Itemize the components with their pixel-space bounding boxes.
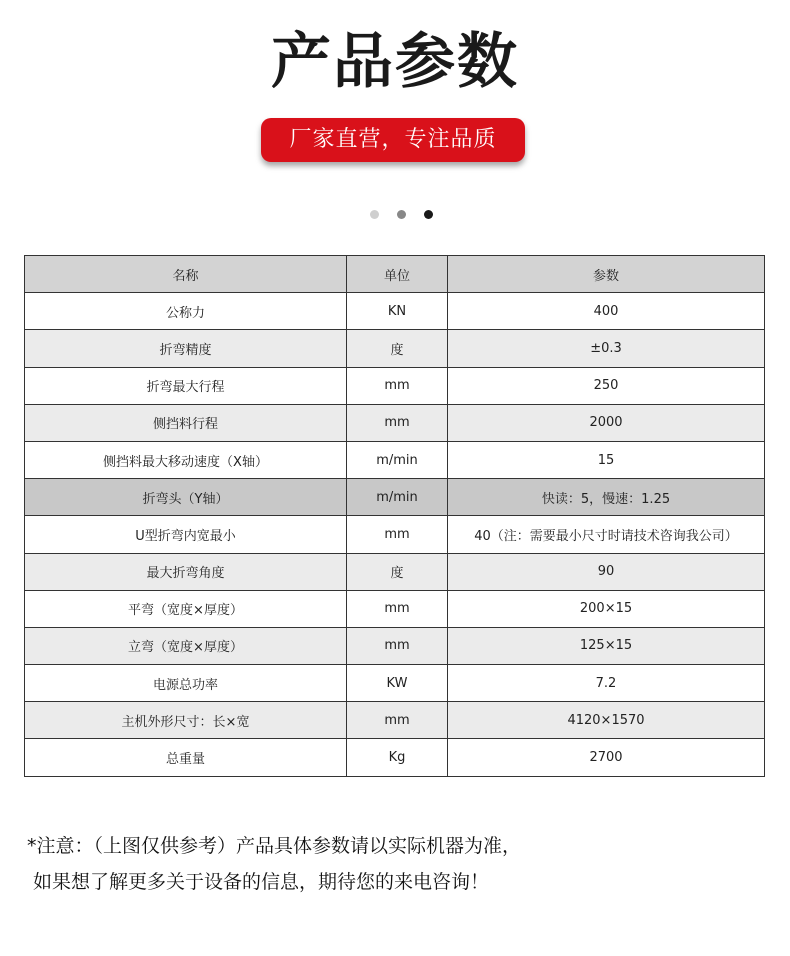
row-unit: m/min	[347, 479, 448, 516]
row-unit: KW	[347, 665, 448, 702]
note-line-1: *注意：（上图仅供参考）产品具体参数请以实际机器为准，	[27, 835, 522, 857]
row-value: 400	[448, 293, 765, 330]
row-name: 侧挡料最大移动速度（X轴）	[25, 441, 347, 478]
carousel-dot-3[interactable]	[424, 210, 433, 219]
row-name: 折弯头（Y轴）	[25, 479, 347, 516]
table-row	[25, 330, 765, 367]
row-name: 公称力	[25, 293, 347, 330]
row-unit: mm	[347, 590, 448, 627]
row-value: 4120×1570	[448, 702, 765, 739]
row-name: 电源总功率	[25, 665, 347, 702]
header-value: 参数	[448, 256, 765, 293]
row-value: 2700	[448, 739, 765, 776]
row-unit: Kg	[347, 739, 448, 776]
slogan-badge: 厂家直营，专注品质	[261, 118, 525, 162]
table-row	[25, 590, 765, 627]
row-name: 总重量	[25, 739, 347, 776]
row-name: 折弯最大行程	[25, 367, 347, 404]
table-row	[25, 627, 765, 664]
table-row	[25, 293, 765, 330]
table-row	[25, 441, 765, 478]
row-name: 侧挡料行程	[25, 404, 347, 441]
table-row	[25, 479, 765, 516]
row-value: ±0.3	[448, 330, 765, 367]
row-value: 快读：5，慢速：1.25	[448, 479, 765, 516]
row-value: 2000	[448, 404, 765, 441]
page-title: 产品参数	[271, 27, 519, 97]
row-value: 90	[448, 553, 765, 590]
row-unit: mm	[347, 516, 448, 553]
table-row	[25, 516, 765, 553]
row-unit: mm	[347, 627, 448, 664]
carousel-dots	[370, 210, 433, 220]
table-row	[25, 665, 765, 702]
row-unit: 度	[347, 330, 448, 367]
table-row	[25, 739, 765, 776]
table-row	[25, 702, 765, 739]
row-name: 最大折弯角度	[25, 553, 347, 590]
row-value: 125×15	[448, 627, 765, 664]
row-name: 立弯（宽度×厚度）	[25, 627, 347, 664]
table-row	[25, 553, 765, 590]
row-unit: m/min	[347, 441, 448, 478]
header-name: 名称	[25, 256, 347, 293]
disclaimer-note	[27, 828, 767, 900]
row-unit: KN	[347, 293, 448, 330]
row-value: 250	[448, 367, 765, 404]
row-name: 主机外形尺寸：长×宽	[25, 702, 347, 739]
header-unit: 单位	[347, 256, 448, 293]
row-unit: mm	[347, 367, 448, 404]
row-value: 40（注：需要最小尺寸时请技术咨询我公司）	[448, 516, 765, 553]
note-line-2: 如果想了解更多关于设备的信息，期待您的来电咨询！	[33, 871, 490, 893]
carousel-dot-2[interactable]	[397, 210, 406, 219]
table-row	[25, 367, 765, 404]
row-unit: mm	[347, 404, 448, 441]
row-name: U型折弯内宽最小	[25, 516, 347, 553]
row-name: 平弯（宽度×厚度）	[25, 590, 347, 627]
row-value: 200×15	[448, 590, 765, 627]
table-header-row	[25, 256, 765, 293]
row-unit: 度	[347, 553, 448, 590]
carousel-dot-1[interactable]	[370, 210, 379, 219]
spec-table	[24, 255, 765, 777]
row-unit: mm	[347, 702, 448, 739]
row-value: 15	[448, 441, 765, 478]
row-name: 折弯精度	[25, 330, 347, 367]
table-row	[25, 404, 765, 441]
row-value: 7.2	[448, 665, 765, 702]
